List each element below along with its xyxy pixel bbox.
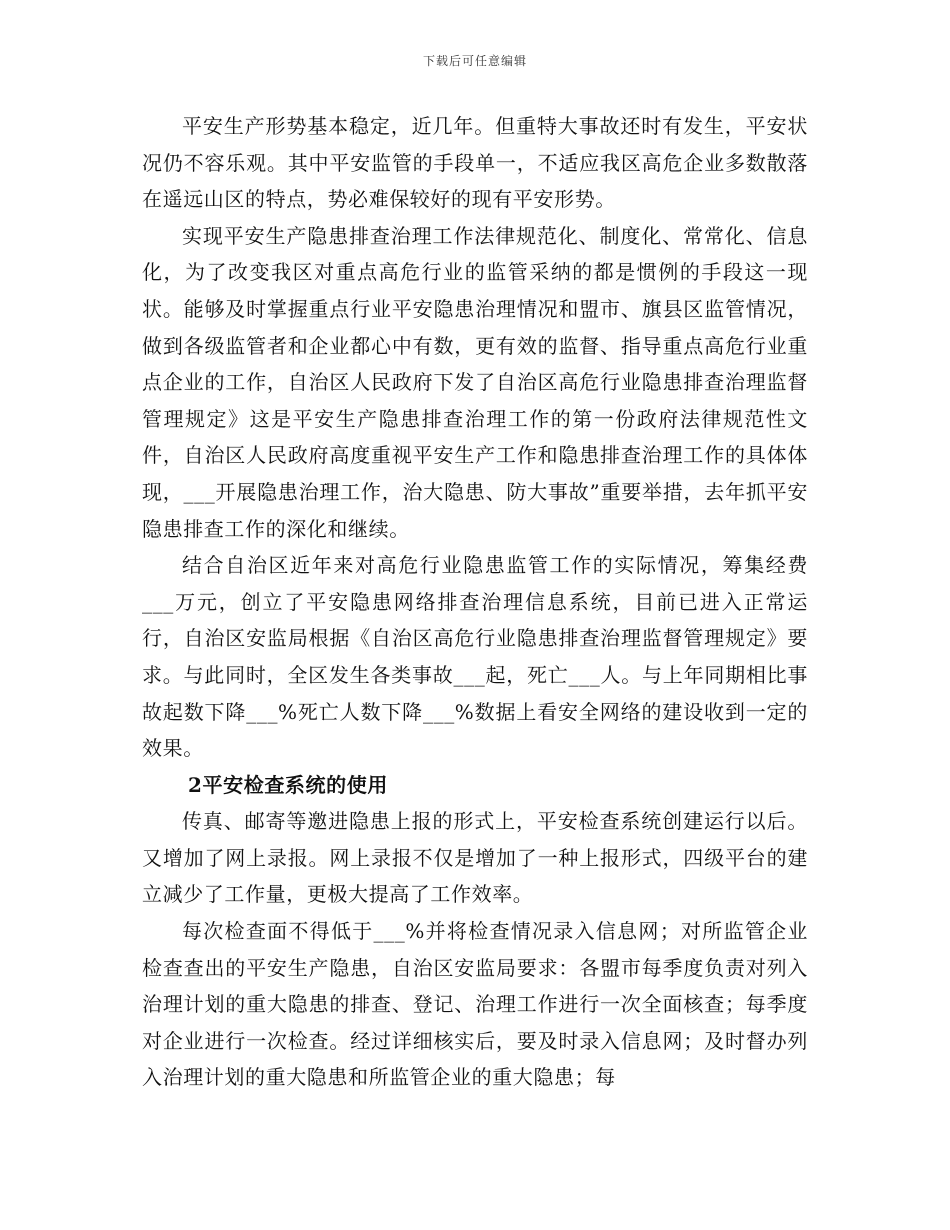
section-heading: 2平安检查系统的使用 bbox=[188, 772, 388, 797]
paragraph-1: 平安生产形势基本稳定，近几年。但重特大事故还时有发生，平安状况仍不容乐观。其中平安监管的手段单一，不适应我区高危企业多数散落在遥远山区的特点，势必难保较好的现有平安形势。 bbox=[142, 114, 808, 212]
paragraph-4: 传真、邮寄等邀进隐患上报的形式上，平安检查系统创建运行以后。又增加了网上录报。网上录报不仅是增加了一种上报形式，四级平台的建立减少了工作量，更极大提高了工作效率。 bbox=[142, 809, 808, 907]
document-body bbox=[142, 108, 808, 1096]
paragraph-3: 结合自治区近年来对高危行业隐患监管工作的实际情况，筹集经费___万元，创立了平安隐患网络排查治理信息系统，目前已进入正常运行，自治区安监局根据《自治区高危行业隐患排查治理监督管理规定》要求。与此同时，全区发生各类事故___起，死亡___人。与上年同期相比事故起数下降___%死亡人数下降___%数据上看安全网络的建设收到一定的效果。 bbox=[142, 553, 808, 761]
page-header: 下载后可任意编辑 bbox=[422, 54, 527, 68]
paragraph-5: 每次检查面不得低于___%并将检查情况录入信息网；对所监管企业检查查出的平安生产隐患，自治区安监局要求：各盟市每季度负责对列入治理计划的重大隐患的排查、登记、治理工作进行一次全面核查；每季度对企业进行一次检查。经过详细核实后，要及时录入信息网；及时督办列入治理计划的重大隐患和所监管企业的重大隐患；每 bbox=[142, 919, 808, 1090]
paragraph-2: 实现平安生产隐患排查治理工作法律规范化、制度化、常常化、信息化，为了改变我区对重点高危行业的监管采纳的都是惯例的手段这一现状。能够及时掌握重点行业平安隐患治理情况和盟市、旗县区监管情况，做到各级监管者和企业都心中有数，更有效的监督、指导重点高危行业重点企业的工作，自治区人民政府下发了自治区高危行业隐患排查治理监督管理规定》这是平安生产隐患排查治理工作的第一份政府法律规范性文件，自治区人民政府高度重视平安生产工作和隐患排查治理工作的具体体现，___开展隐患治理工作，治大隐患、防大事故”重要举措，去年抓平安隐患排查工作的深化和继续。 bbox=[142, 223, 808, 541]
